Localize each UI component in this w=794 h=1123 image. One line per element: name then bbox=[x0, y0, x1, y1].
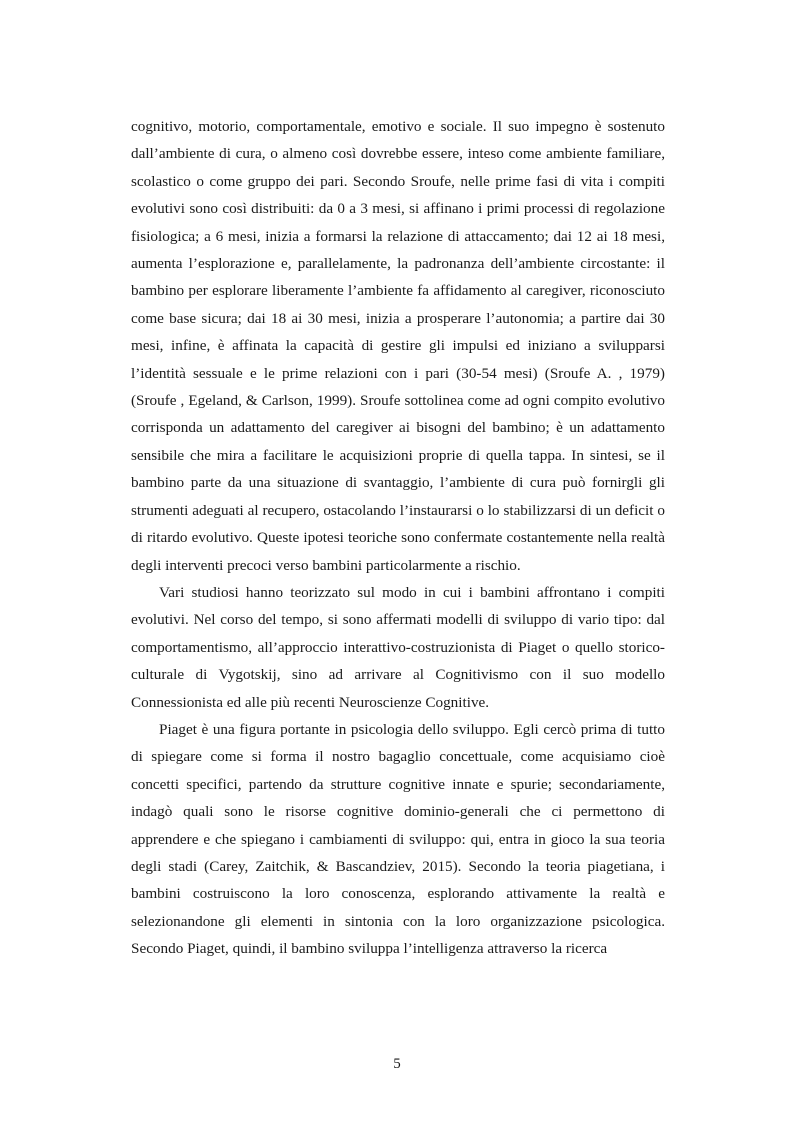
paragraph-2: Vari studiosi hanno teorizzato sul modo in cui i bambini affrontano i compiti evolutivi. Nel corso del tempo, si sono affermati modelli di sviluppo di vario tipo: dal comportamentismo, all’approccio interattivo-costruzionista di Piaget o quello storico-culturale di Vygotskij, sino ad arrivare al Cognitivismo con il suo modello Connessionista ed alle più recenti Neuroscienze Cognitive. bbox=[131, 583, 665, 711]
body-text bbox=[131, 113, 665, 963]
paragraph-1: cognitivo, motorio, comportamentale, emotivo e sociale. Il suo impegno è sostenuto dall’ambiente di cura, o almeno così dovrebbe essere, inteso come ambiente familiare, scolastico o come gruppo dei pari. Secondo Sroufe, nelle prime fasi di vita i compiti evolutivi sono così distribuiti: da 0 a 3 mesi, si affinano i primi processi di regolazione fisiologica; a 6 mesi, inizia a formarsi la relazione di attaccamento; dai 12 ai 18 mesi, aumenta l’esplorazione e, parallelamente, la padronanza dell’ambiente circostante: il bambino per esplorare liberamente l’ambiente fa affidamento al caregiver, riconosciuto come base sicura; dai 18 ai 30 mesi, inizia a prosperare l’autonomia; a partire dai 30 mesi, infine, è affinata la capacità di gestire gli impulsi ed iniziano a svilupparsi l’identità sessuale e le prime relazioni con i pari (30-54 mesi) (Sroufe A. , 1979) (Sroufe , Egeland, & Carlson, 1999). Sroufe sottolinea come ad ogni compito evolutivo corrisponda un adattamento del caregiver ai bisogni del bambino; è un adattamento sensibile che mira a facilitare le acquisizioni proprie di quella tappa. In sintesi, se il bambino parte da una situazione di svantaggio, l’ambiente di cura può fornirgli gli strumenti adeguati al recupero, ostacolando l’instaurarsi o lo stabilizzarsi di un deficit o di ritardo evolutivo. Queste ipotesi teoriche sono confermate costantemente nella realtà degli interventi precoci verso bambini particolarmente a rischio. bbox=[131, 118, 665, 574]
page-number: 5 bbox=[393, 1056, 401, 1072]
paragraph-3: Piaget è una figura portante in psicologia dello sviluppo. Egli cercò prima di tutto di spiegare come si forma il nostro bagaglio concettuale, come acquisiamo cioè concetti specifici, partendo da strutture cognitive innate e spurie; secondariamente, indagò quali sono le risorse cognitive dominio-generali che ci permettono di apprendere e che spiegano i cambiamenti di sviluppo: qui, entra in gioco la sua teoria degli stadi (Carey, Zaitchik, & Bascandziev, 2015). Secondo la teoria piagetiana, i bambini costruiscono la loro conoscenza, esplorando attivamente la realtà e selezionandone gli elementi in sintonia con la loro organizzazione psicologica. Secondo Piaget, quindi, il bambino sviluppa l’intelligenza attraverso la ricerca bbox=[131, 720, 665, 958]
